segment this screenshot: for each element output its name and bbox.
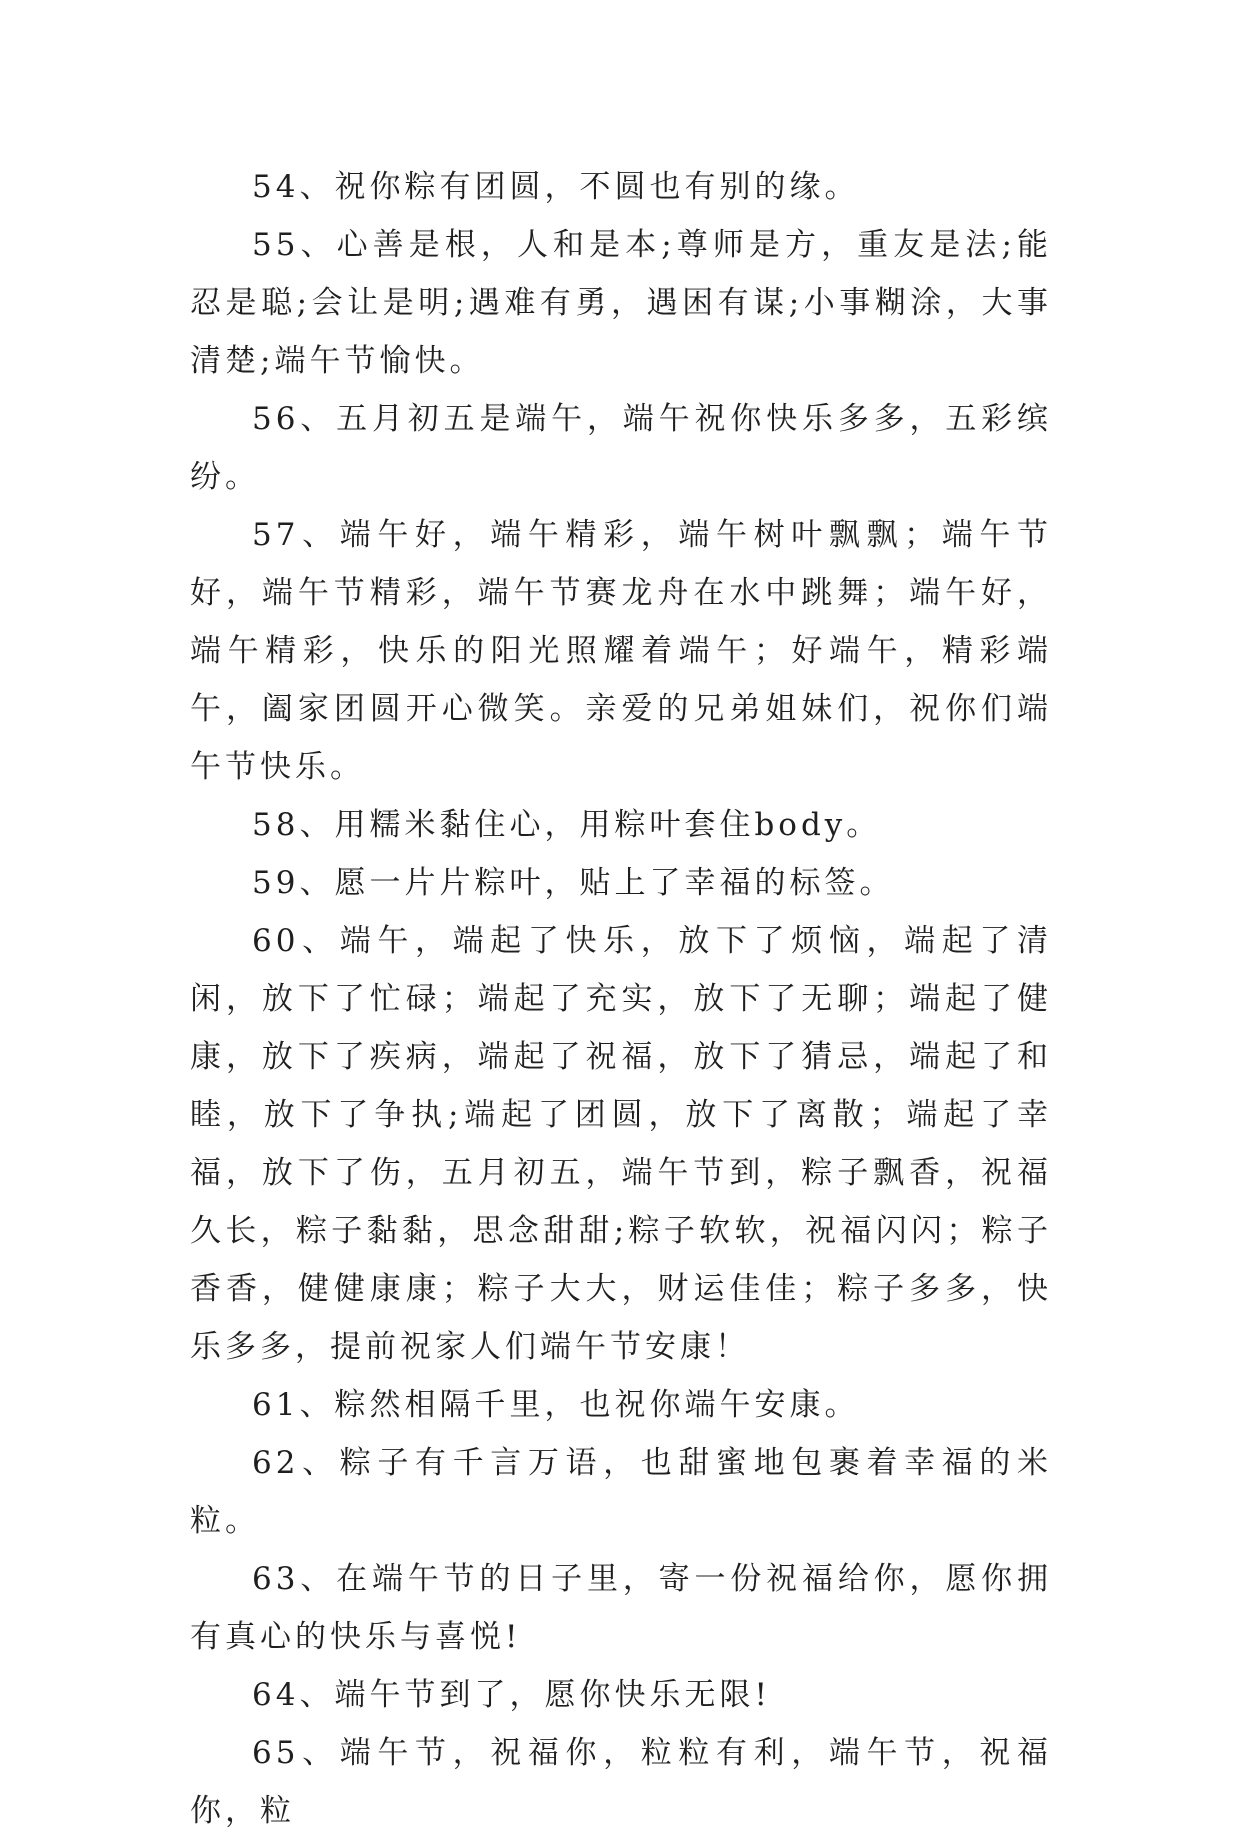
paragraph-55: 55、心善是根，人和是本;尊师是方，重友是法;能忍是聪;会让是明;遇难有勇，遇困有谋;小事糊涂，大事清楚;端午节愉快。 [190, 227, 1052, 379]
paragraph-60: 60、端午，端起了快乐，放下了烦恼，端起了清闲，放下了忙碌；端起了充实，放下了无聊；端起了健康，放下了疾病，端起了祝福，放下了猜忌，端起了和睦，放下了争执;端起了团圆，放下了离散；端起了幸福，放下了伤，五月初五，端午节到，粽子飘香，祝福久长，粽子黏黏，思念甜甜;粽子软软，祝福闪闪；粽子香香，健健康康；粽子大大，财运佳佳；粽子多多，快乐多多，提前祝家人们端午节安康！ [190, 923, 1052, 1365]
paragraph-57: 57、端午好，端午精彩，端午树叶飘飘；端午节好，端午节精彩，端午节赛龙舟在水中跳舞；端午好，端午精彩，快乐的阳光照耀着端午；好端午，精彩端午，阖家团圆开心微笑。亲爱的兄弟姐妹们，祝你们端午节快乐。 [190, 517, 1052, 785]
paragraph-54: 54、祝你粽有团圆，不圆也有别的缘。 [252, 169, 860, 205]
paragraph-58: 58、用糯米黏住心，用粽叶套住body。 [252, 807, 882, 843]
paragraph-56: 56、五月初五是端午，端午祝你快乐多多，五彩缤纷。 [190, 401, 1052, 495]
paragraph-61: 61、粽然相隔千里，也祝你端午安康。 [252, 1387, 860, 1423]
paragraph-59: 59、愿一片片粽叶，贴上了幸福的标签。 [252, 865, 895, 901]
document-body [190, 158, 1052, 1840]
paragraph-62: 62、粽子有千言万语，也甜蜜地包裹着幸福的米粒。 [190, 1445, 1052, 1539]
paragraph-64: 64、端午节到了，愿你快乐无限! [252, 1677, 771, 1713]
paragraph-63: 63、在端午节的日子里，寄一份祝福给你，愿你拥有真心的快乐与喜悦! [190, 1561, 1052, 1655]
paragraph-65: 65、端午节，祝福你，粒粒有利，端午节，祝福你，粒 [190, 1735, 1052, 1829]
